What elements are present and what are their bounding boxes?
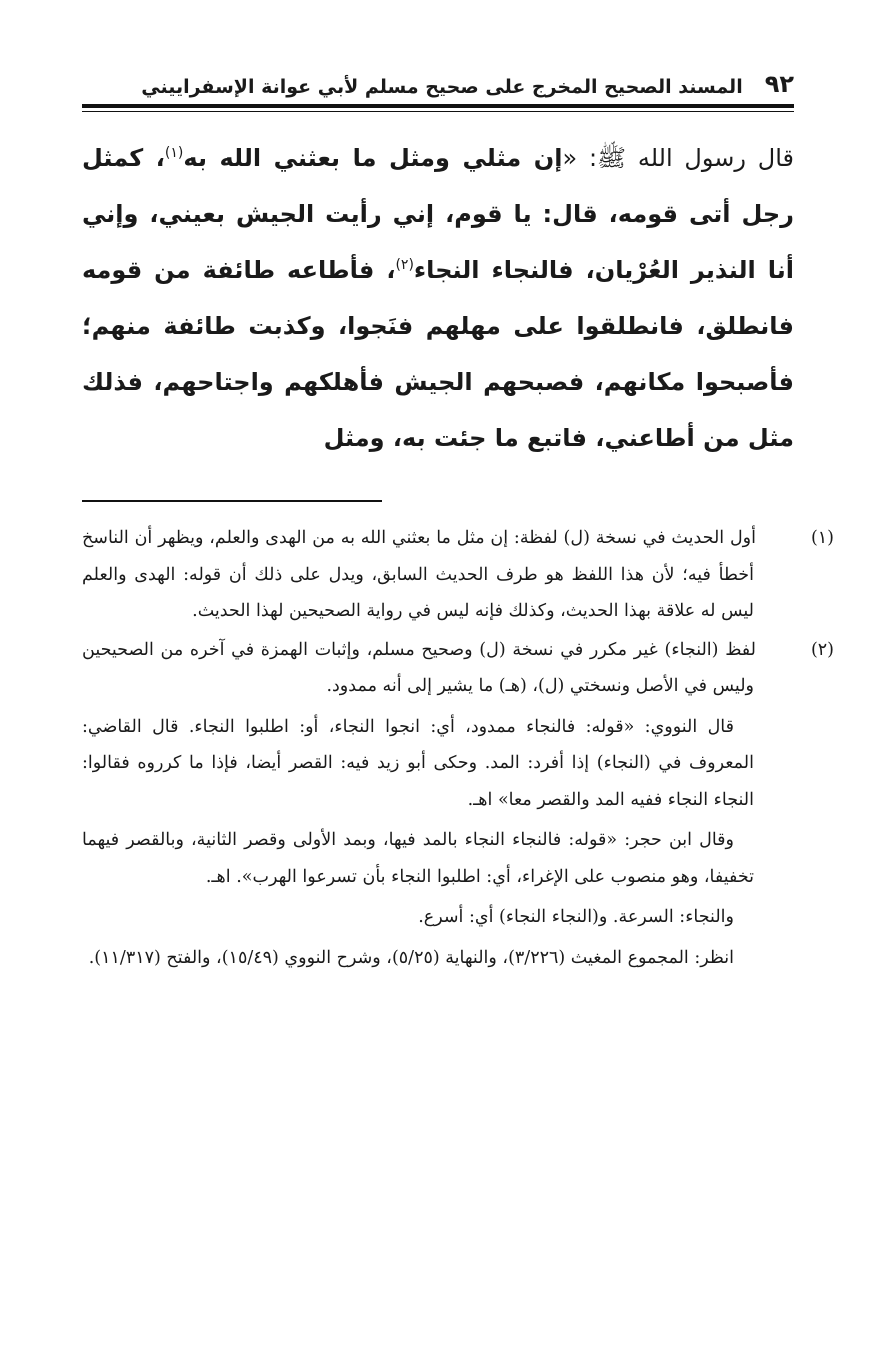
footnote-2-text: لفظ (النجاء) غير مكرر في نسخة (ل) وصحيح مسلم، وإثبات الهمزة في آخره من الصحيحين وليس في الأصل ونسختي (ل)، (هـ) ما يشير إلى أنه ممدود. xyxy=(82,639,756,696)
hadith-intro: قال رسول الله ﷺ: « xyxy=(562,144,794,172)
hadith-text xyxy=(82,130,794,466)
footnote-2-nawawi-quote: قال النووي: «قوله: فالنجاء ممدود، أي: انجوا النجاء، أو: اطلبوا النجاء. قال القاضي: المعروف في (النجاء) إذا أفرد: المد. وحكى أبو زيد فيه: القصر أيضا، فإذا ما كرروه فقالوا: النجاء النجاء ففيه المد والقصر معا» اهـ. xyxy=(82,716,754,810)
footnote-separator xyxy=(82,500,382,502)
header-rule-thin xyxy=(82,111,794,112)
hadith-text-part-a: إن مثلي ومثل ما بعثني الله به xyxy=(183,144,563,172)
footnotes xyxy=(82,520,834,976)
page-header xyxy=(82,60,794,98)
hadith-text-part-c: ، فأطاعه طائفة من قومه فانطلق، فانطلقوا على مهلهم فنَجوا، وكذبت طائفة منهم؛ فأصبحوا مكانهم، فصبحهم الجيش فأهلكهم واجتاحهم، فذلك مثل من أطاعني، فاتبع ما جئت به، ومثل xyxy=(82,256,794,452)
header-rule-thick xyxy=(82,104,794,108)
footnote-ref-2[interactable]: (٢) xyxy=(395,257,414,273)
footnote-2-sources: انظر: المجموع المغيث (٣/٢٢٦)، والنهاية (٥/٢٥)، وشرح النووي (١٥/٤٩)، والفتح (١١/٣١٧). xyxy=(88,947,734,968)
footnote-2-number: (٢) xyxy=(810,639,834,660)
page-number: ٩٢ xyxy=(764,70,794,98)
hadith-text-part-b: ، كمثل رجل أتى قومه، قال: يا قوم، إني رأيت الجيش بعيني، وإني أنا النذير العُرْيان، فالنجاء النجاء xyxy=(82,144,794,284)
footnote-ref-1[interactable]: (١) xyxy=(164,145,184,161)
footnote-2-ibn-hajar-quote: وقال ابن حجر: «قوله: فالنجاء النجاء بالمد فيها، وبمد الأولى وقصر الثانية، وبالقصر فيهما تخفيفا، وهو منصوب على الإغراء، أي: اطلبوا النجاء بأن تسرعوا الهرب». اهـ. xyxy=(82,830,754,887)
book-page xyxy=(82,60,834,976)
footnote-1 xyxy=(82,520,834,630)
running-title: المسند الصحيح المخرج على صحيح مسلم لأبي عوانة الإسفراييني xyxy=(141,76,743,98)
footnote-2-definition: والنجاء: السرعة. و(النجاء النجاء) أي: أسرع. xyxy=(418,907,734,927)
footnote-2 xyxy=(82,632,834,705)
footnote-1-number: (١) xyxy=(810,528,834,548)
footnote-1-text: أول الحديث في نسخة (ل) لفظة: إن مثل ما بعثني الله به من الهدى والعلم، ويظهر أن الناسخ أخطأ فيه؛ لأن هذا اللفظ هو طرف الحديث السابق، ويدل على ذلك أن قوله: الهدى والعلم ليس له علاقة بهذا الحديث، وكذلك فإنه ليس في رواية الصحيحين لهذا الحديث. xyxy=(82,528,756,621)
